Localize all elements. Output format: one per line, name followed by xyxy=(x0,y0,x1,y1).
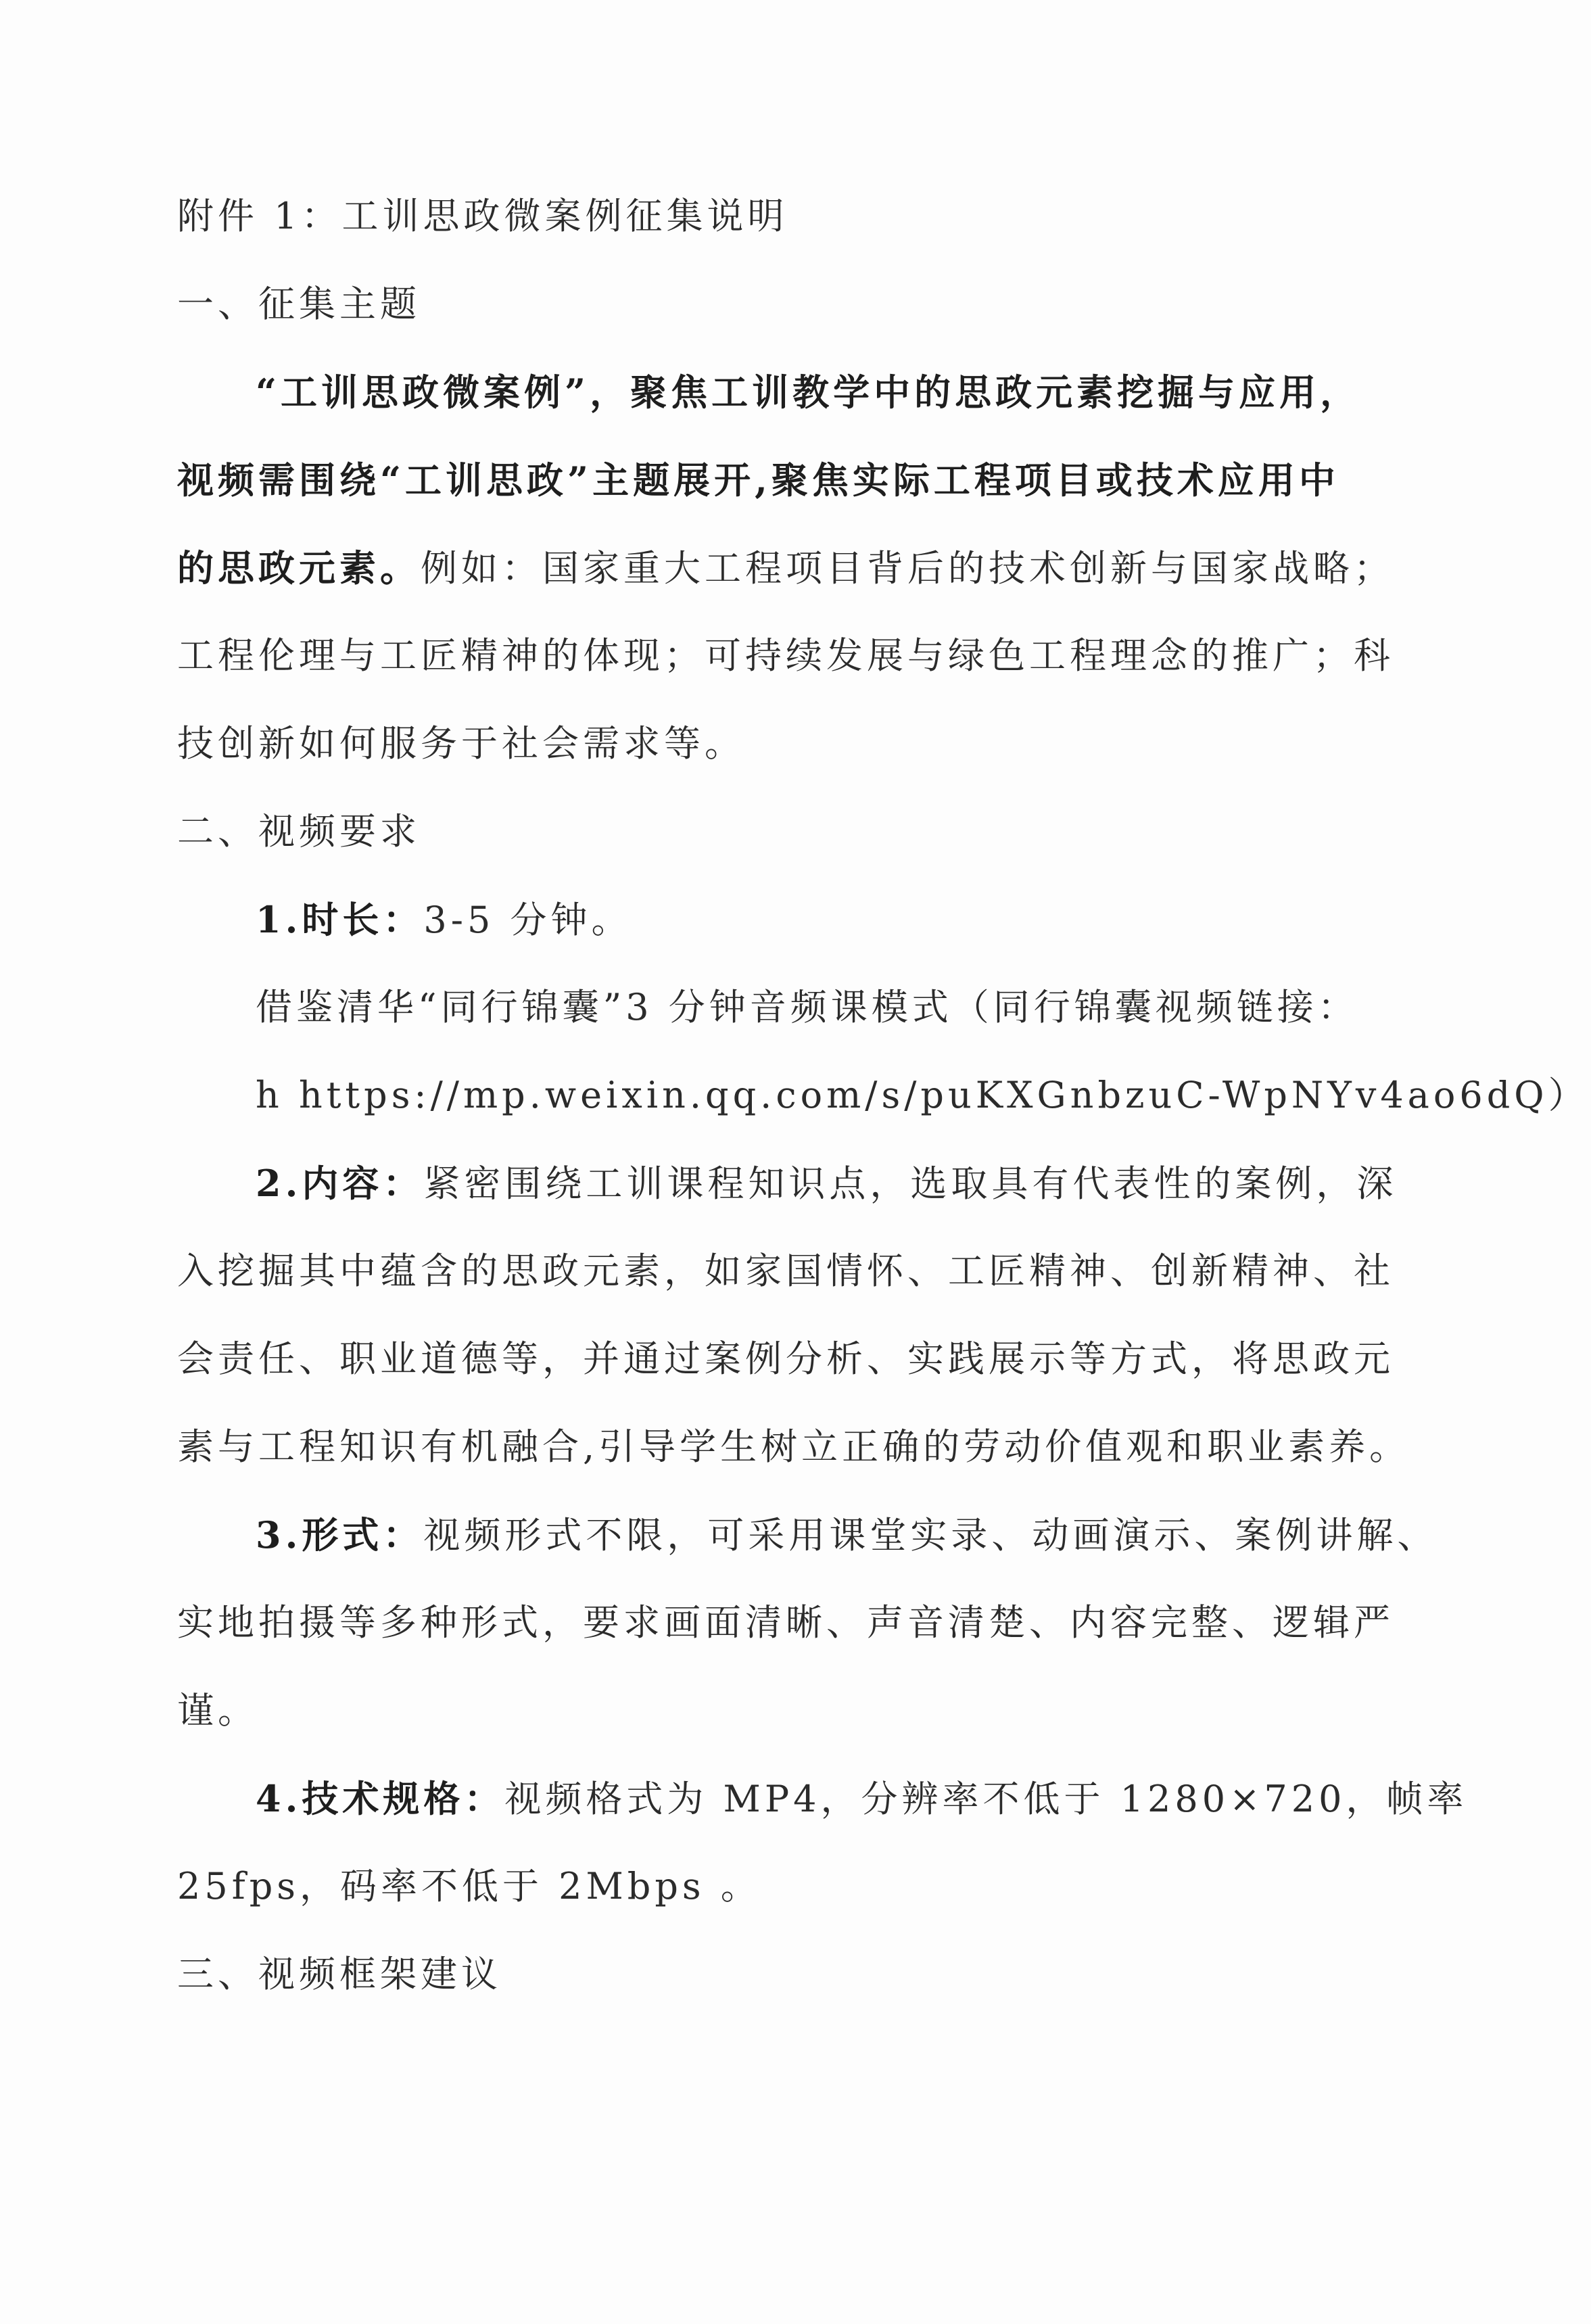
theme-paragraph-line-2: 视频需围绕“工训思政”主题展开,聚焦实际工程项目或技术应用中 xyxy=(177,458,1339,502)
content-text: 紧密围绕工训课程知识点，选取具有代表性的案例，深 xyxy=(423,1162,1398,1205)
requirement-form-line-2: 实地拍摄等多种形式，要求画面清晰、声音清楚、内容完整、逻辑严 xyxy=(177,1601,1394,1644)
theme-paragraph-line-4: 工程伦理与工匠精神的体现；可持续发展与绿色工程理念的推广；科 xyxy=(177,634,1394,677)
requirement-content-line-4: 素与工程知识有机融合,引导学生树立正确的劳动价值观和职业素养。 xyxy=(177,1425,1410,1468)
requirement-duration xyxy=(256,896,1466,944)
requirement-form-line-1 xyxy=(256,1511,1466,1559)
section-heading-2: 二、视频要求 xyxy=(177,810,421,853)
theme-paragraph-line-1: “工训思政微案例”，聚焦工训教学中的思政元素挖掘与应用， xyxy=(256,371,1361,414)
attachment-title: 附件 1：工训思政微案例征集说明 xyxy=(177,195,788,237)
theme-paragraph-bold-part: 的思政元素。 xyxy=(177,546,421,590)
spec-text: 视频格式为 MP4，分辨率不低于 1280×720，帧率 xyxy=(504,1778,1468,1820)
reference-link: h https://mp.weixin.qq.com/s/puKXGnbzuC-WpNYv4ao6dQ） xyxy=(256,1074,1589,1116)
section-heading-1: 一、征集主题 xyxy=(177,283,421,325)
duration-label: 1.时长： xyxy=(256,898,424,941)
reference-line-1: 借鉴清华“同行锦囊”3 分钟音频课模式（同行锦囊视频链接： xyxy=(256,986,1358,1028)
form-text: 视频形式不限，可采用课堂实录、动画演示、案例讲解、 xyxy=(423,1514,1438,1557)
requirement-spec-line-2: 25fps，码率不低于 2Mbps 。 xyxy=(177,1865,761,1907)
requirement-content-line-2: 入挖掘其中蕴含的思政元素，如家国情怀、工匠精神、创新精神、社 xyxy=(177,1250,1394,1292)
requirement-content-line-3: 会责任、职业道德等，并通过案例分析、实践展示等方式，将思政元 xyxy=(177,1337,1394,1380)
requirement-content-line-1 xyxy=(256,1160,1466,1208)
section-heading-3: 三、视频框架建议 xyxy=(177,1953,502,1995)
spec-label: 4.技术规格： xyxy=(256,1777,505,1820)
form-label: 3.形式： xyxy=(256,1513,424,1557)
requirement-spec-line-1 xyxy=(256,1775,1466,1823)
theme-paragraph-line-3 xyxy=(177,544,1394,592)
content-label: 2.内容： xyxy=(256,1162,424,1205)
theme-paragraph-line-5: 技创新如何服务于社会需求等。 xyxy=(177,722,745,765)
theme-paragraph-normal-part: 例如：国家重大工程项目背后的技术创新与国家战略； xyxy=(421,547,1394,590)
requirement-form-line-3: 谨。 xyxy=(177,1689,258,1732)
duration-text: 3-5 分钟。 xyxy=(423,899,632,941)
